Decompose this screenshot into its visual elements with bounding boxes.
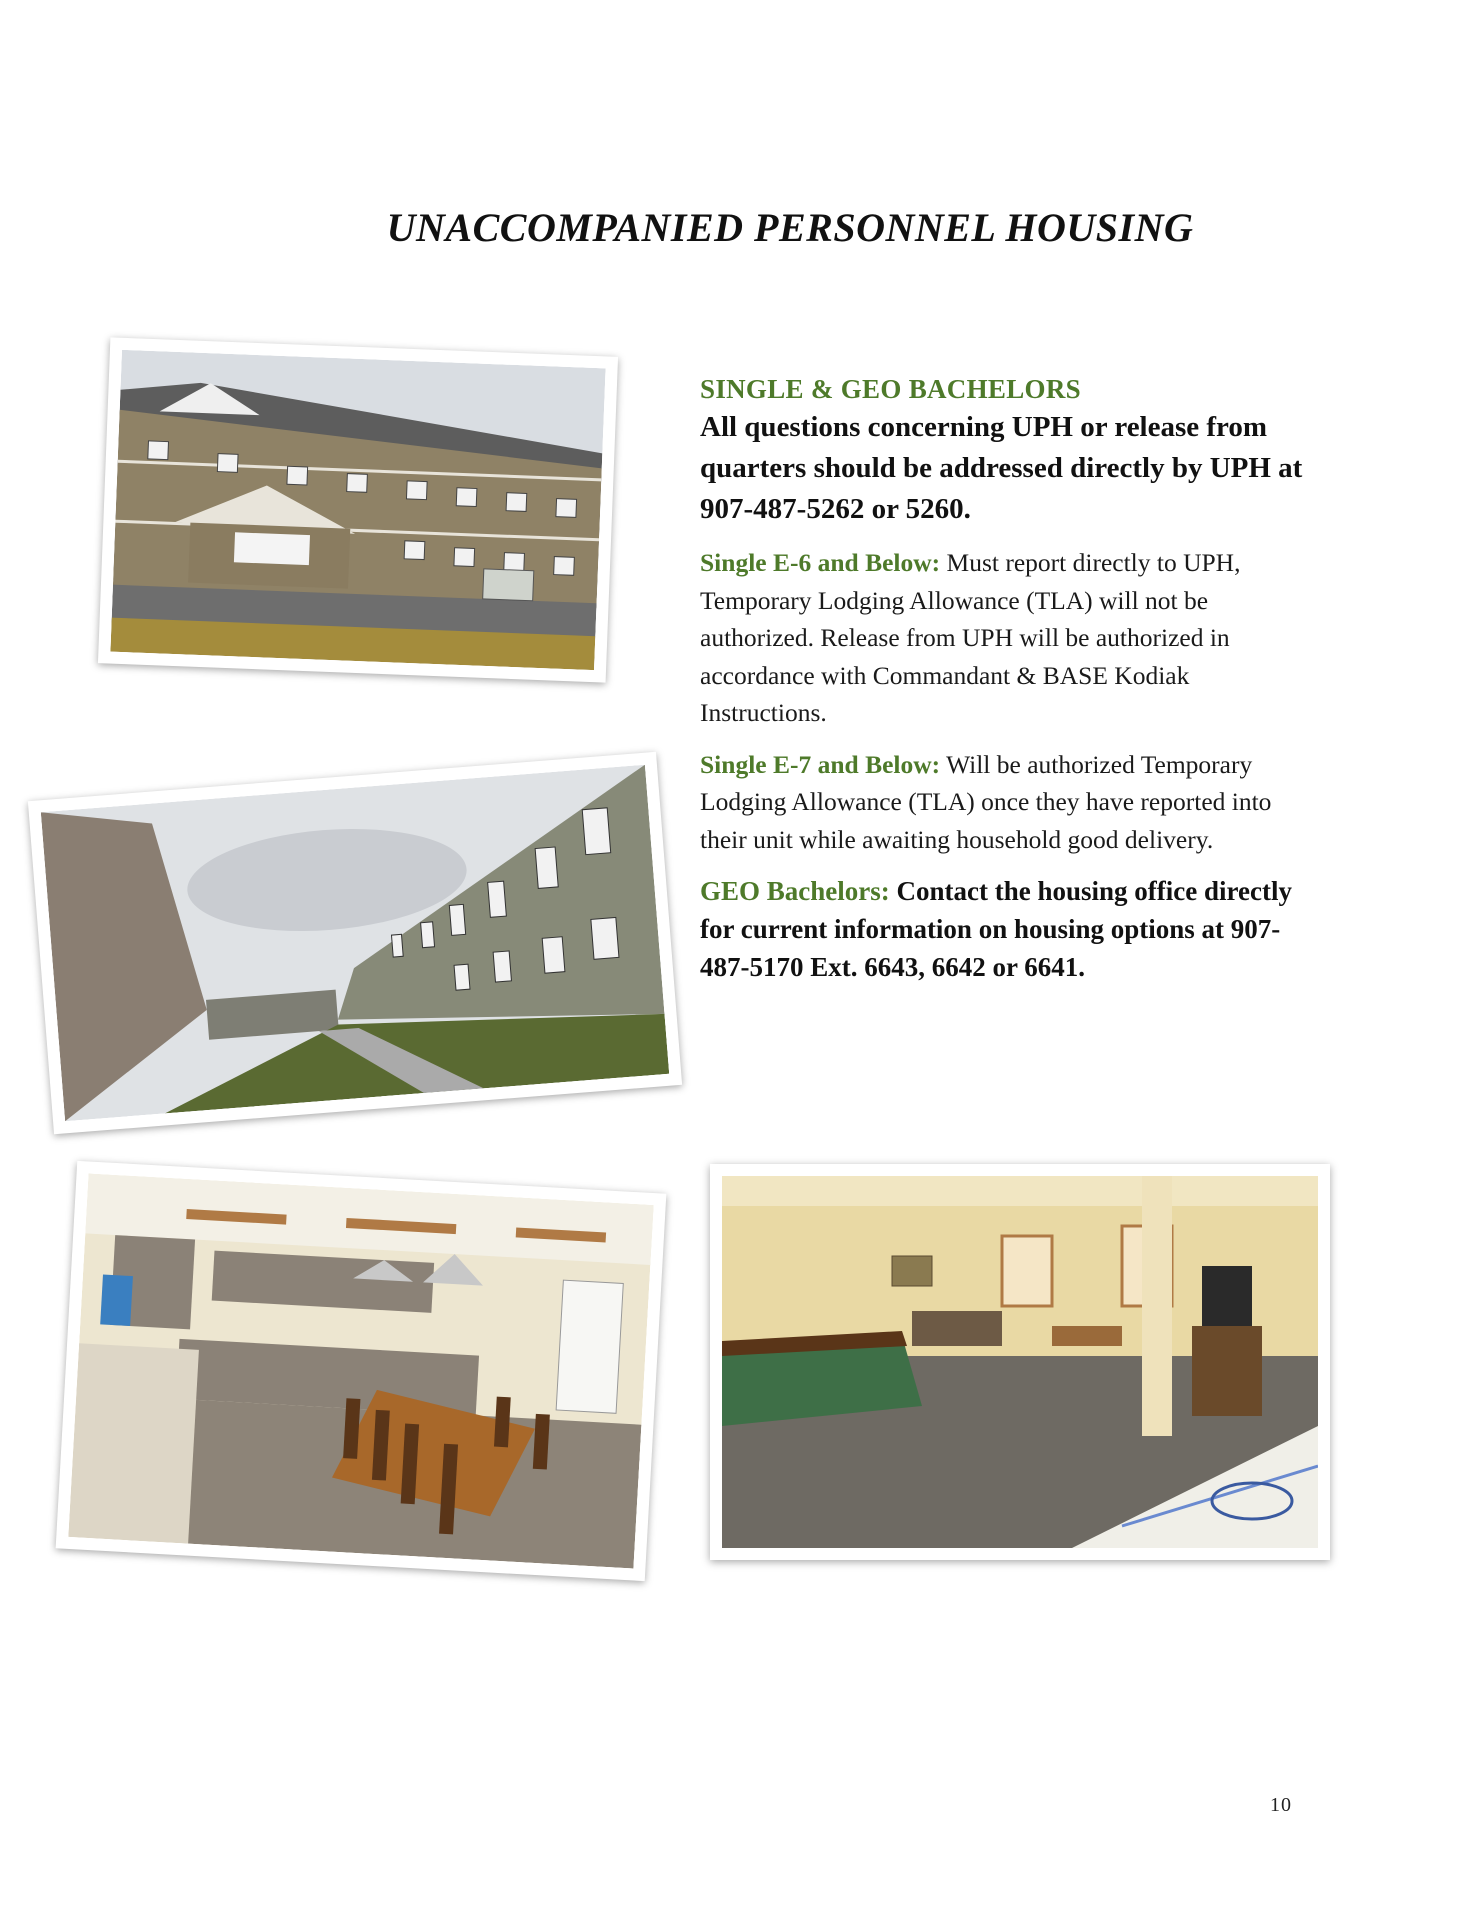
- e7-text: Will be authorized Temporary Lodging Allowance (TLA) once they have reported into their unit while awaiting household good delivery.: [700, 749, 1272, 854]
- building-exterior-photo: [98, 337, 618, 682]
- building-courtyard-photo: [28, 752, 682, 1134]
- recreation-room-photo: [710, 1164, 1330, 1560]
- e7-label: Single E-7 and Below:: [700, 749, 941, 779]
- geo-paragraph: [700, 872, 1320, 986]
- geo-text: Contact the housing office directly for current information on housing options at 907-487-5170 Ext. 6643, 6642 or 6641.: [700, 876, 1292, 982]
- kitchen-dining-photo: [56, 1161, 667, 1581]
- e6-text: Must report directly to UPH, Temporary Lodging Allowance (TLA) will not be authorized. Release from UPH will be authorized in accordance with Commandant & BASE Kodiak Instructions.: [700, 548, 1241, 727]
- e7-paragraph: [700, 746, 1320, 859]
- lead-paragraph: All questions concerning UPH or release from quarters should be addressed directly by UPH at 907-487-5262 or 5260.: [700, 411, 1303, 525]
- e6-label: Single E-6 and Below:: [700, 548, 941, 577]
- page-number: 10: [1270, 1794, 1292, 1816]
- geo-label: GEO Bachelors:: [700, 876, 890, 906]
- page-title: UNACCOMPANIED PERSONNEL HOUSING: [386, 205, 1194, 250]
- e6-paragraph: [700, 544, 1320, 732]
- content-column: [700, 374, 1320, 986]
- section-heading: SINGLE & GEO BACHELORS: [700, 374, 1081, 404]
